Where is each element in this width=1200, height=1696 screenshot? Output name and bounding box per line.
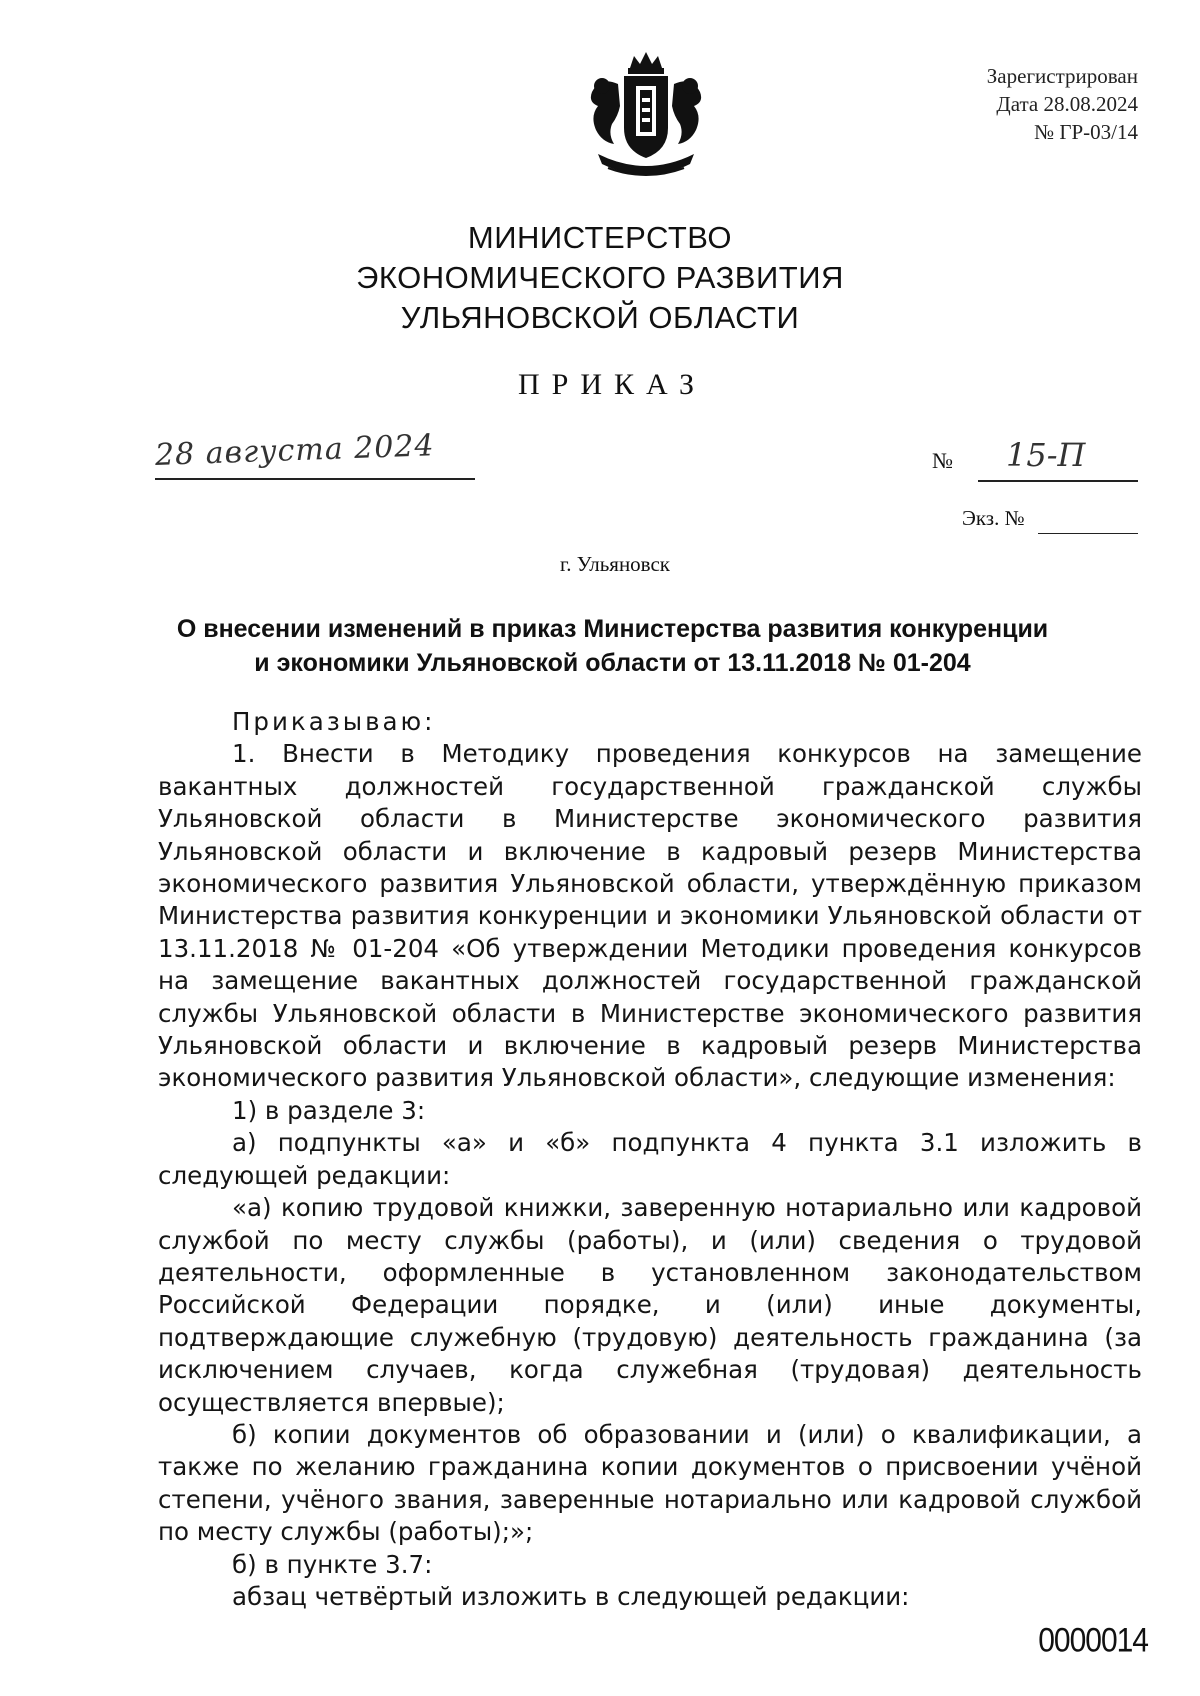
coat-of-arms-emblem — [578, 46, 714, 186]
serial-number: 0000014 — [1038, 1621, 1148, 1660]
organization-title-line-3: УЛЬЯНОВСКОЙ ОБЛАСТИ — [400, 300, 800, 335]
order-number — [932, 436, 1142, 484]
order-number-value: 15-П — [1006, 436, 1086, 474]
city-name: г. Ульяновск — [559, 552, 670, 576]
copy-number-underline — [1038, 533, 1138, 534]
paragraph-quote-a: «а) копию трудовой книжки, заверенную нотариально или кадровой службой по месту службы (работы), и (или) сведения о трудовой деятельности, оформленные в установленном законодательством Российской Федерации порядке, и (или) иные документы, подтверждающие служебную (трудовую) деятельность гражданина (за исключением случаев, когда служебная (трудовая) деятельность осуществляется впервые); — [158, 1193, 1142, 1417]
handwritten-date — [154, 428, 485, 482]
organization-title-line-2: ЭКОНОМИЧЕСКОГО РАЗВИТИЯ — [356, 260, 844, 295]
registration-line-number: № ГР-03/14 — [1034, 120, 1138, 144]
order-word: Приказываю: — [232, 707, 436, 736]
date-underline — [155, 478, 475, 480]
document-subject — [150, 612, 1075, 680]
document-subject-line-2: и экономики Ульяновской области от 13.11.2018 № 01-204 — [254, 649, 971, 677]
copy-number-label: Экз. № — [962, 506, 1025, 530]
copy-number — [962, 506, 1142, 536]
order-number-label: № — [932, 448, 953, 473]
paragraph-fourth-abzac: абзац четвёртый изложить в следующей редакции: — [232, 1581, 910, 1611]
order-number-underline — [978, 480, 1138, 482]
document-type-heading: ПРИКАЗ — [518, 368, 706, 401]
paragraph-section-3: 1) в разделе 3: — [232, 1095, 426, 1125]
registration-stamp — [878, 62, 1138, 146]
organization-title-line-1: МИНИСТЕРСТВО — [467, 220, 733, 255]
paragraph-subitem-a: а) подпункты «а» и «б» подпункта 4 пункта 3.1 изложить в следующей редакции: — [158, 1128, 1142, 1190]
registration-line-status: Зарегистрирован — [986, 64, 1138, 88]
paragraph-quote-b: б) копии документов об образовании и (или) о квалификации, а также по желанию гражданина копии документов о присвоении учёной степени, учёного звания, заверенные нотариально или кадровой службой по месту службы (работы);»; — [158, 1419, 1142, 1547]
document-subject-line-1: О внесении изменений в приказ Министерства развития конкуренции — [176, 615, 1049, 643]
paragraph-item-1: 1. Внести в Методику проведения конкурсов на замещение вакантных должностей государственной гражданской службы Ульяновской области в Министерстве экономического развития Ульяновской области и включение в кадровый резерв Министерства экономического развития Ульяновской области, утверждённую приказом Министерства развития конкуренции и экономики Ульяновской области от 13.11.2018 № 01-204 «Об утверждении Методики проведения конкурсов на замещение вакантных должностей государственной гражданской службы Ульяновской области в Министерстве экономического развития Ульяновской области и включение в кадровый резерв Министерства экономического развития Ульяновской области», следующие изменения: — [158, 739, 1142, 1093]
paragraph-item-3-7: б) в пункте 3.7: — [232, 1549, 433, 1579]
organization-title — [0, 218, 1200, 338]
registration-line-date: Дата 28.08.2024 — [996, 92, 1138, 116]
document-body — [158, 706, 1142, 1613]
handwritten-date-text: 28 августа 2024 — [154, 428, 436, 473]
